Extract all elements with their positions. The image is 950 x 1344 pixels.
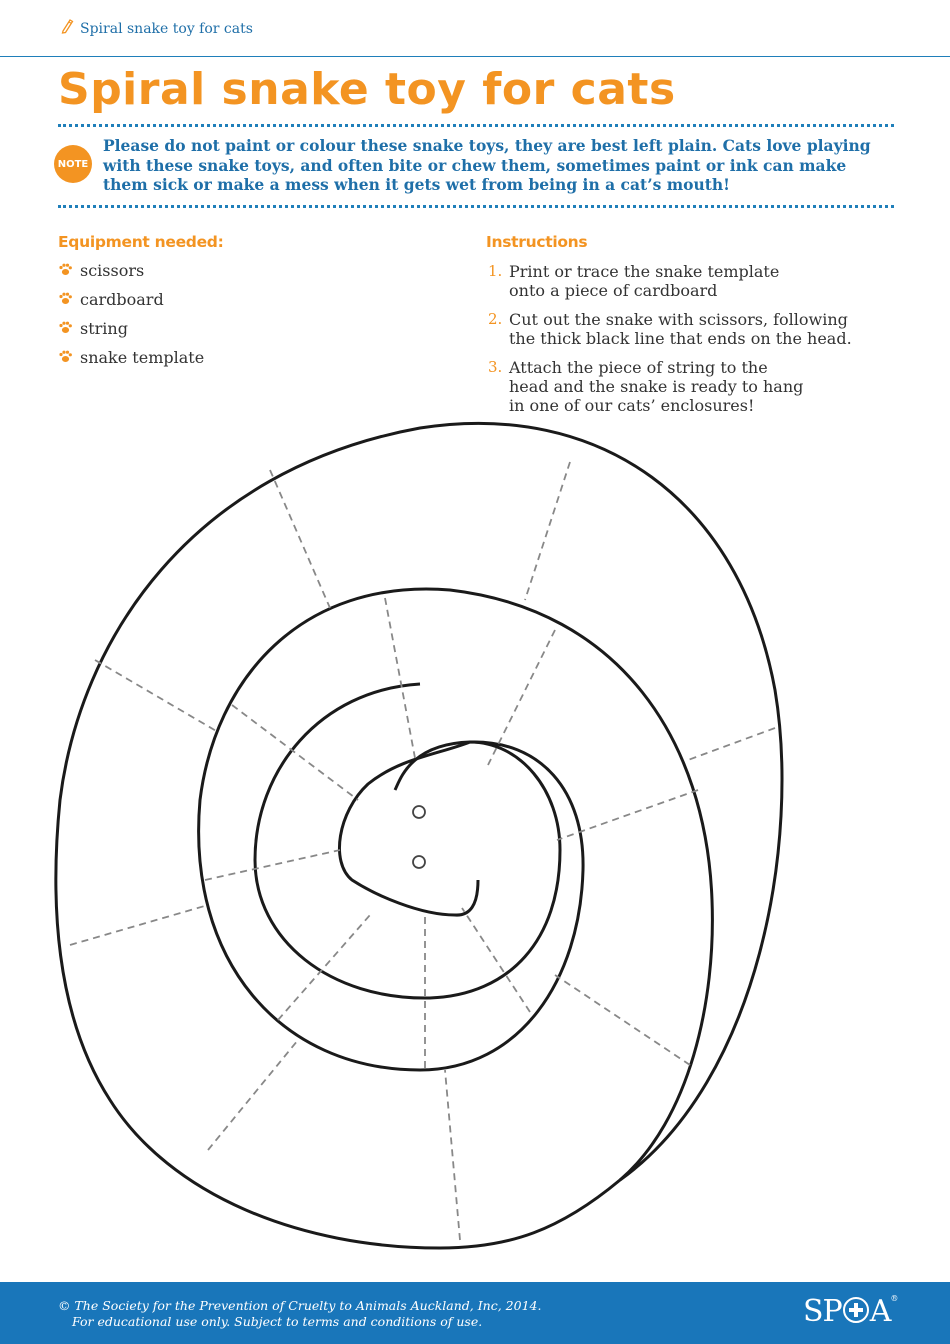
cut-guide-line bbox=[462, 908, 530, 1012]
equipment-list bbox=[58, 260, 204, 376]
list-item bbox=[58, 260, 204, 289]
cut-guide-line bbox=[557, 790, 698, 840]
step-text: Attach the piece of string to the bbox=[509, 358, 768, 377]
instruction-step bbox=[486, 262, 886, 300]
registered-mark: ® bbox=[890, 1294, 898, 1303]
list-item bbox=[58, 318, 204, 347]
equipment-item: snake template bbox=[80, 348, 205, 367]
cut-guide-line bbox=[445, 1070, 460, 1240]
cut-guide-line bbox=[70, 905, 208, 945]
snake-eye bbox=[413, 806, 425, 818]
dotted-divider bbox=[58, 205, 894, 208]
dotted-divider bbox=[58, 124, 894, 127]
equipment-item: cardboard bbox=[80, 290, 164, 309]
cut-guide-line bbox=[525, 462, 570, 600]
copyright bbox=[58, 1298, 541, 1330]
cross-icon bbox=[843, 1297, 869, 1323]
spca-logo bbox=[803, 1294, 897, 1329]
step-text: head and the snake is ready to hang bbox=[509, 377, 804, 396]
cut-guide-line bbox=[270, 470, 330, 608]
cut-guide-line bbox=[385, 598, 415, 758]
step-number: 2. bbox=[488, 310, 503, 328]
step-number: 3. bbox=[488, 358, 503, 376]
snake-outline-inner bbox=[199, 589, 713, 1180]
cut-guide-line bbox=[555, 975, 690, 1065]
logo-text: A bbox=[869, 1294, 891, 1329]
step-number: 1. bbox=[488, 262, 503, 280]
equipment-heading: Equipment needed: bbox=[58, 233, 224, 251]
page-title: Spiral snake toy for cats bbox=[58, 64, 676, 115]
step-text: the thick black line that ends on the head. bbox=[509, 329, 852, 348]
copyright-line: © The Society for the Prevention of Cruelty to Animals Auckland, Inc, 2014. bbox=[58, 1298, 542, 1313]
cut-guide-line bbox=[208, 1040, 298, 1150]
snake-template bbox=[0, 415, 950, 1275]
breadcrumb: Spiral snake toy for cats bbox=[80, 21, 253, 37]
equipment-item: string bbox=[80, 319, 128, 338]
note-badge: NOTE bbox=[54, 145, 92, 183]
step-text: Cut out the snake with scissors, following bbox=[509, 310, 848, 329]
footer bbox=[0, 1282, 950, 1344]
instructions-heading: Instructions bbox=[486, 233, 588, 251]
cut-guide-line bbox=[95, 660, 218, 732]
equipment-item: scissors bbox=[80, 261, 145, 280]
cut-guide-line bbox=[232, 705, 358, 800]
list-item bbox=[58, 347, 204, 376]
paw-icon bbox=[58, 262, 73, 277]
step-text: Print or trace the snake template bbox=[509, 262, 780, 281]
snake-outline-outer bbox=[56, 423, 782, 1248]
instructions-list bbox=[486, 262, 886, 425]
cut-guide-line bbox=[278, 915, 370, 1020]
cut-guide-line bbox=[688, 728, 775, 760]
top-bar bbox=[0, 0, 950, 57]
paw-icon bbox=[58, 349, 73, 364]
snake-head-outline bbox=[255, 684, 560, 998]
snake-eye bbox=[413, 856, 425, 868]
instruction-step bbox=[486, 310, 886, 348]
paw-icon bbox=[58, 320, 73, 335]
logo-text: SP bbox=[803, 1294, 842, 1329]
step-text: onto a piece of cardboard bbox=[509, 281, 718, 300]
instruction-step bbox=[486, 358, 886, 415]
note-text: Please do not paint or colour these snake toys, they are best left plain. Cats love playing with these snake toys, and often bite or chew them, sometimes paint or ink can make them sick or make a mess when it gets wet from being in a cat’s mouth! bbox=[103, 136, 871, 194]
copyright-line: For educational use only. Subject to terms and conditions of use. bbox=[72, 1314, 483, 1329]
pencil-icon bbox=[60, 18, 74, 34]
list-item bbox=[58, 289, 204, 318]
step-text: in one of our cats’ enclosures! bbox=[509, 396, 755, 415]
cut-guide-line bbox=[205, 850, 340, 880]
paw-icon bbox=[58, 291, 73, 306]
